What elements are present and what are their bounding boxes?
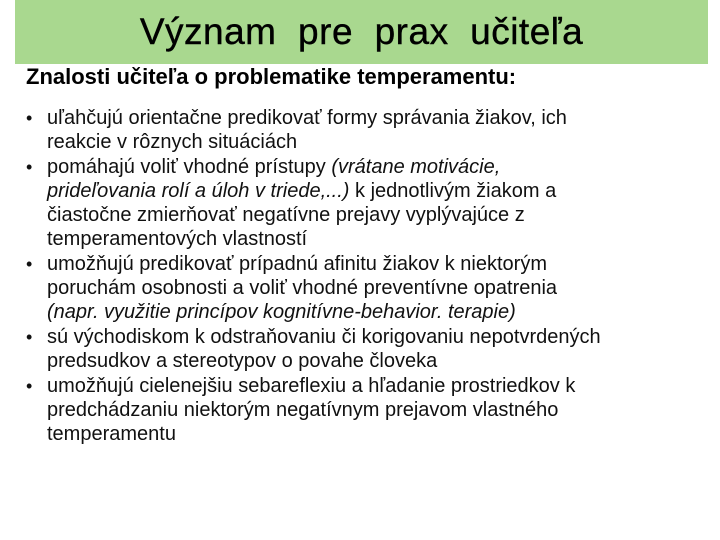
bullet-text: predsudkov a stereotypov o povahe človeka	[47, 350, 438, 372]
bullet-marker: •	[26, 376, 33, 396]
bullet-item	[26, 252, 716, 324]
bullet-text-italic: (napr. využitie princípov kognitívne-behavior. terapie)	[47, 301, 516, 323]
bullet-text-italic: prideľovania rolí a úloh v triede,...)	[47, 180, 350, 202]
bullet-text: poruchám osobnosti a voliť vhodné preventívne opatrenia	[47, 277, 558, 299]
bullet-line	[47, 349, 716, 373]
bullet-text: čiastočne zmierňovať negatívne prejavy vyplývajúce z	[47, 204, 525, 226]
bullet-line	[47, 106, 716, 130]
bullet-line	[47, 155, 716, 179]
bullet-line	[47, 227, 716, 251]
title-bar	[15, 0, 708, 64]
bullet-text: temperamentových vlastností	[47, 228, 308, 250]
bullet-text: umožňujú cielenejšiu sebareflexiu a hľadanie prostriedkov k	[47, 375, 576, 397]
bullet-text: k jednotlivým žiakom a	[349, 180, 557, 202]
bullet-marker: •	[26, 108, 33, 128]
bullet-text: temperamentu	[47, 423, 176, 445]
bullet-text: uľahčujú orientačne predikovať formy správania žiakov, ich	[47, 107, 567, 129]
bullet-text: pomáhajú voliť vhodné prístupy	[47, 156, 332, 178]
bullet-item	[26, 374, 716, 446]
bullet-item	[26, 325, 716, 373]
bullet-marker: •	[26, 327, 33, 347]
bullet-item	[26, 106, 716, 154]
bullet-line	[47, 422, 716, 446]
bullet-line	[47, 130, 716, 154]
bullet-text-italic: (vrátane motivácie,	[331, 156, 501, 178]
bullet-line	[47, 276, 716, 300]
bullet-text: predchádzaniu niektorým negatívnym prejavom vlastného	[47, 399, 559, 421]
bullet-text: umožňujú predikovať prípadnú afinitu žiakov k niektorým	[47, 253, 547, 275]
bullet-text: sú východiskom k odstraňovaniu či korigovaniu nepotvrdených	[47, 326, 601, 348]
bullet-line	[47, 325, 716, 349]
slide-title: Význam pre prax učiteľa	[139, 11, 584, 52]
bullet-line	[47, 203, 716, 227]
bullet-marker: •	[26, 254, 33, 274]
bullet-line	[47, 179, 716, 203]
bullet-text: reakcie v rôznych situáciách	[47, 131, 298, 153]
slide-subtitle: Znalosti učiteľa o problematike temperamentu:	[26, 64, 517, 89]
bullet-list	[26, 106, 716, 446]
bullet-item	[26, 155, 716, 251]
bullet-line	[47, 252, 716, 276]
bullet-marker: •	[26, 157, 33, 177]
bullet-line	[47, 398, 716, 422]
bullet-line	[47, 374, 716, 398]
bullet-line	[47, 300, 716, 324]
